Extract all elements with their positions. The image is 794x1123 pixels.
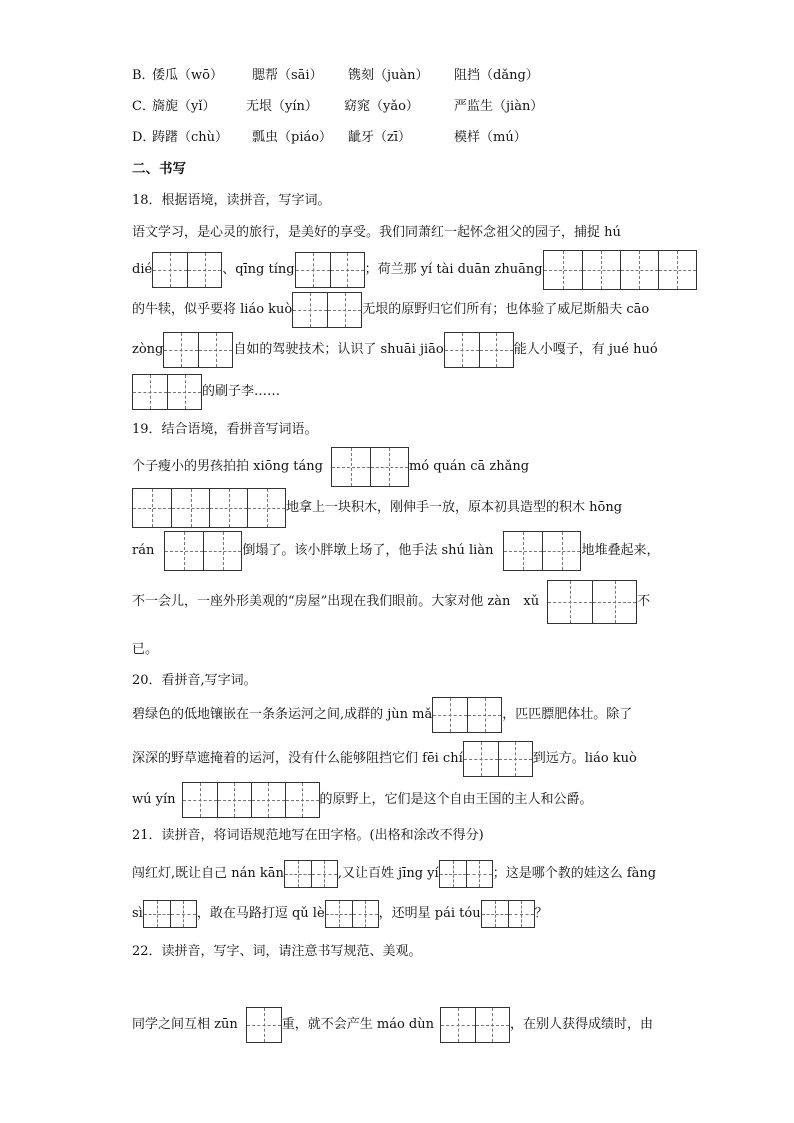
q22-line-1 bbox=[132, 1007, 666, 1043]
q19-line-3 bbox=[132, 531, 666, 571]
pinyin-text: 不 bbox=[637, 594, 651, 609]
pinyin-text: 的刷子李…… bbox=[202, 384, 281, 399]
q20-line-2 bbox=[132, 741, 666, 777]
answer-grid-jingyi[interactable] bbox=[439, 860, 493, 888]
option-letter: C． bbox=[132, 99, 155, 114]
q19-line-2 bbox=[132, 488, 666, 528]
pinyin-text: mó quán cā zhǎng bbox=[408, 459, 530, 474]
answer-grid-hongran[interactable] bbox=[164, 531, 242, 571]
answer-grid-shuaijiao[interactable] bbox=[444, 332, 514, 368]
pinyin-text: 不一会儿，一座外形美观的“房屋”出现在我们眼前。大家对他 zàn xǔ bbox=[132, 594, 540, 609]
q21-line-1 bbox=[132, 860, 666, 888]
answer-grid-liaokuo[interactable] bbox=[292, 292, 362, 328]
pinyin-text: 闯红灯,既让自己 nán kān bbox=[132, 866, 284, 881]
pinyin-text: ,又让百姓 jīng yí bbox=[337, 866, 439, 881]
option-item: 腮帮（sāi） bbox=[252, 68, 323, 83]
q19-line-1 bbox=[132, 447, 666, 487]
pinyin-text: 碧绿色的低地镶嵌在一条条运河之间,成群的 jùn mǎ bbox=[132, 707, 433, 722]
q19-line-5: 已。 bbox=[132, 642, 159, 657]
option-item: 模样（mú） bbox=[454, 130, 527, 145]
answer-grid-feichi[interactable] bbox=[463, 741, 533, 777]
pinyin-text: 深深的野草遮掩着的运河，没有什么能够阻挡它们 fēi chí bbox=[132, 751, 463, 766]
option-item: 阻挡（dǎng） bbox=[454, 68, 539, 83]
pinyin-text: ，敢在马路打逗 qǔ lè bbox=[196, 906, 325, 921]
q18-line-4 bbox=[132, 332, 666, 368]
pinyin-text: ；这是哪个教的娃这么 fàng bbox=[492, 866, 657, 881]
answer-grid-maodun[interactable] bbox=[440, 1007, 510, 1043]
q22-title: 22．读拼音，写字、词，请注意书写规范、美观。 bbox=[132, 944, 422, 959]
answer-grid-fangsi[interactable] bbox=[143, 900, 197, 928]
pinyin-text: ；荷兰那 yí tài duān zhuāng bbox=[364, 262, 543, 277]
answer-grid-juehuo[interactable] bbox=[132, 374, 202, 410]
pinyin-text: 地拿上一块积木，刚伸手一放，原本初具造型的积木 hōng bbox=[286, 500, 623, 515]
pinyin-text: 到远方。liáo kuò bbox=[532, 751, 637, 766]
q18-line-2 bbox=[132, 250, 666, 290]
answer-grid-zanxu[interactable] bbox=[547, 580, 637, 624]
q18-line-3 bbox=[132, 292, 666, 328]
pinyin-text: dié bbox=[132, 262, 153, 277]
answer-grid-qingting[interactable] bbox=[295, 252, 365, 288]
answer-grid-paitou[interactable] bbox=[481, 900, 535, 928]
q19-line-4 bbox=[132, 580, 666, 624]
option-row-b bbox=[132, 66, 666, 86]
pinyin-text: 倒塌了。该小胖墩上场了，他手法 shú liàn bbox=[242, 543, 494, 558]
option-item: 旖旎（yǐ） bbox=[152, 99, 216, 114]
q19-title: 19．结合语境，看拼音写词语。 bbox=[132, 422, 318, 437]
pinyin-text: 无垠的原野归它们所有；也体验了威尼斯船夫 cāo bbox=[362, 302, 650, 317]
pinyin-text: ，匹匹膘肥体壮。除了 bbox=[502, 707, 633, 722]
pinyin-text: ，在别人获得成绩时，由 bbox=[509, 1017, 653, 1032]
q18-line-5 bbox=[132, 374, 666, 410]
q20-line-3 bbox=[132, 782, 666, 818]
pinyin-text: wú yín bbox=[132, 792, 176, 807]
option-item: 龇牙（zī） bbox=[348, 130, 412, 145]
pinyin-text: rán bbox=[132, 543, 155, 558]
option-letter: D． bbox=[132, 130, 156, 145]
answer-grid-yitaiduanzhuang[interactable] bbox=[543, 250, 697, 290]
option-item: 严监生（jiàn） bbox=[454, 99, 544, 114]
pinyin-text: 个子瘦小的男孩拍拍 xiōng táng bbox=[132, 459, 323, 474]
pinyin-text: 自如的驾驶技术；认识了 shuāi jiāo bbox=[233, 342, 444, 357]
pinyin-text: 地堆叠起来， bbox=[581, 543, 660, 558]
option-item: 倭瓜（wō） bbox=[152, 68, 223, 83]
pinyin-text: ，还明星 pái tóu bbox=[378, 906, 481, 921]
pinyin-text: zòng bbox=[132, 342, 164, 357]
pinyin-text: 重，就不会产生 máo dùn bbox=[281, 1017, 434, 1032]
answer-grid-xiongtang[interactable] bbox=[331, 447, 409, 487]
answer-grid-nankan[interactable] bbox=[284, 860, 338, 888]
option-item: 瓢虫（piáo） bbox=[252, 130, 333, 145]
pinyin-text: sì bbox=[132, 906, 143, 921]
option-item: 无垠（yín） bbox=[246, 99, 318, 114]
answer-grid-zun[interactable] bbox=[246, 1007, 282, 1043]
pinyin-text: 、qīng tíng bbox=[222, 262, 295, 277]
option-item: 镌刻（juàn） bbox=[348, 68, 429, 83]
section-heading: 二、书写 bbox=[132, 161, 186, 177]
answer-grid-liaokuowuyin[interactable] bbox=[182, 782, 320, 818]
answer-grid-caozong[interactable] bbox=[163, 332, 233, 368]
pinyin-text: ？ bbox=[534, 906, 548, 921]
answer-grid-shulian[interactable] bbox=[503, 531, 581, 571]
pinyin-text: 同学之间互相 zūn bbox=[132, 1017, 238, 1032]
option-item: 踌躇（chù） bbox=[152, 130, 229, 145]
option-row-d bbox=[132, 128, 666, 148]
q20-title: 20．看拼音,写字词。 bbox=[132, 673, 257, 688]
q18-line-1: 语文学习，是心灵的旅行，是美好的享受。我们同萧红一起怀念祖父的园子，捕捉 hú bbox=[132, 225, 621, 240]
pinyin-text: 的牛犊，似乎要将 liáo kuò bbox=[132, 302, 293, 317]
q21-line-2 bbox=[132, 900, 666, 928]
answer-grid-junma[interactable] bbox=[432, 697, 502, 733]
option-item: 窈窕（yǎo） bbox=[344, 99, 419, 114]
pinyin-text: 的原野上，它们是这个自由王国的主人和公爵。 bbox=[319, 792, 593, 807]
answer-grid-hudie[interactable] bbox=[152, 252, 222, 288]
q21-title: 21．读拼音，将词语规范地写在田字格。(出格和涂改不得分) bbox=[132, 828, 484, 843]
pinyin-text: 能人小嘎子，有 jué huó bbox=[513, 342, 658, 357]
option-letter: B． bbox=[132, 68, 155, 83]
q20-line-1 bbox=[132, 697, 666, 733]
q18-title: 18．根据语境，读拼音，写字词。 bbox=[132, 193, 331, 208]
option-row-c bbox=[132, 97, 666, 117]
answer-grid-qule[interactable] bbox=[325, 900, 379, 928]
answer-grid-moquancazhang[interactable] bbox=[132, 488, 286, 528]
